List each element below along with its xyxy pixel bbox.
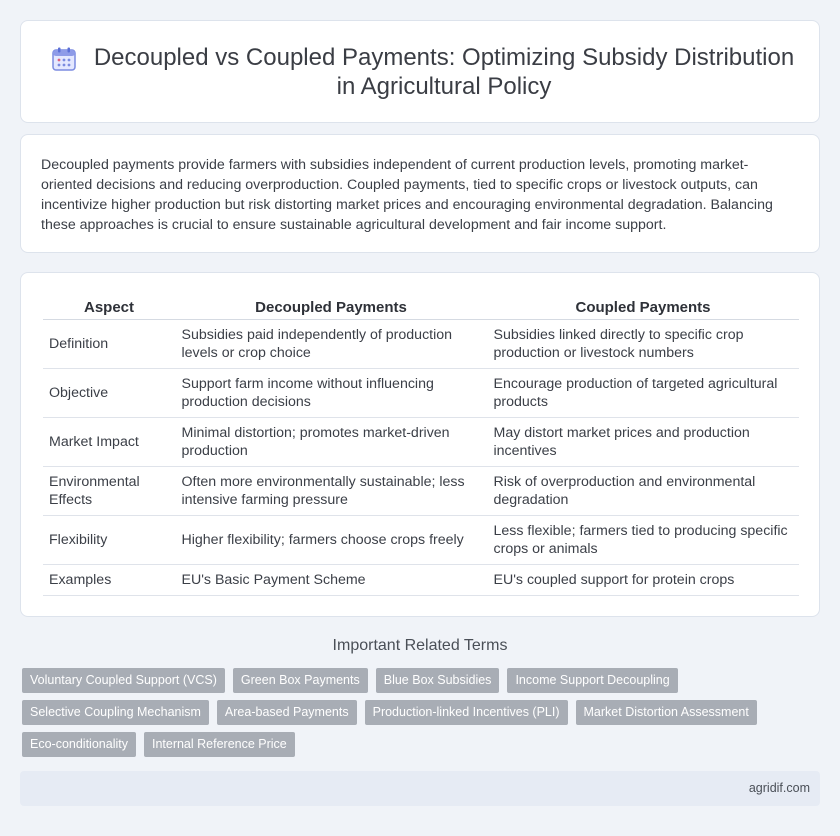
header-decoupled: Decoupled Payments: [175, 297, 487, 319]
related-term-tag[interactable]: Market Distortion Assessment: [576, 700, 757, 725]
related-term-tag[interactable]: Selective Coupling Mechanism: [22, 700, 209, 725]
related-term-tag[interactable]: Production-linked Incentives (PLI): [365, 700, 568, 725]
table-header-row: [43, 297, 799, 319]
cell-aspect: Objective: [43, 368, 175, 417]
related-terms-list: [22, 668, 802, 757]
cell-coupled: May distort market prices and production incentives: [487, 417, 799, 466]
cell-aspect: Environmental Effects: [43, 466, 175, 515]
table-row: [43, 417, 799, 466]
cell-decoupled: Support farm income without influencing production decisions: [175, 368, 487, 417]
related-term-tag[interactable]: Blue Box Subsidies: [376, 668, 500, 693]
related-term-tag[interactable]: Eco-conditionality: [22, 732, 136, 757]
intro-card: [20, 134, 820, 253]
cell-coupled: Risk of overproduction and environmental degradation: [487, 466, 799, 515]
cell-decoupled: Often more environmentally sustainable; less intensive farming pressure: [175, 466, 487, 515]
related-term-tag[interactable]: Green Box Payments: [233, 668, 368, 693]
table-row: [43, 515, 799, 564]
table-row: [43, 564, 799, 595]
cell-decoupled: Subsidies paid independently of production levels or crop choice: [175, 319, 487, 368]
comparison-card: [20, 272, 820, 617]
footer: [20, 771, 820, 806]
cell-coupled: Subsidies linked directly to specific crop production or livestock numbers: [487, 319, 799, 368]
cell-decoupled: Minimal distortion; promotes market-driven production: [175, 417, 487, 466]
cell-aspect: Examples: [43, 564, 175, 595]
table-row: [43, 466, 799, 515]
cell-aspect: Definition: [43, 319, 175, 368]
intro-paragraph: Decoupled payments provide farmers with subsidies independent of current production levels, promoting market-oriented decisions and reducing overproduction. Coupled payments, tied to specific crops or livestock outputs, can incentivize higher production but risk distorting market prices and encouraging environmental degradation. Balancing these approaches is crucial to ensure sustainable agricultural development and fair income support.: [41, 157, 773, 233]
cell-coupled: Encourage production of targeted agricultural products: [487, 368, 799, 417]
table-row: [43, 368, 799, 417]
header-coupled: Coupled Payments: [487, 297, 799, 319]
cell-aspect: Flexibility: [43, 515, 175, 564]
cell-coupled: Less flexible; farmers tied to producing specific crops or animals: [487, 515, 799, 564]
related-terms-title: Important Related Terms: [332, 637, 508, 654]
related-term-tag[interactable]: Income Support Decoupling: [507, 668, 677, 693]
related-term-tag[interactable]: Area-based Payments: [217, 700, 357, 725]
related-term-tag[interactable]: Internal Reference Price: [144, 732, 295, 757]
table-row: [43, 319, 799, 368]
cell-coupled: EU's coupled support for protein crops: [487, 564, 799, 595]
header-card: [20, 20, 820, 123]
cell-decoupled: EU's Basic Payment Scheme: [175, 564, 487, 595]
cell-decoupled: Higher flexibility; farmers choose crops freely: [175, 515, 487, 564]
related-term-tag[interactable]: Voluntary Coupled Support (VCS): [22, 668, 225, 693]
comparison-table: [43, 297, 799, 596]
cell-aspect: Market Impact: [43, 417, 175, 466]
page-title: Decoupled vs Coupled Payments: Optimizing Subsidy Distribution in Agricultural Policy: [93, 44, 795, 100]
header-aspect: Aspect: [43, 297, 175, 319]
footer-site-link[interactable]: agridif.com: [748, 781, 810, 795]
